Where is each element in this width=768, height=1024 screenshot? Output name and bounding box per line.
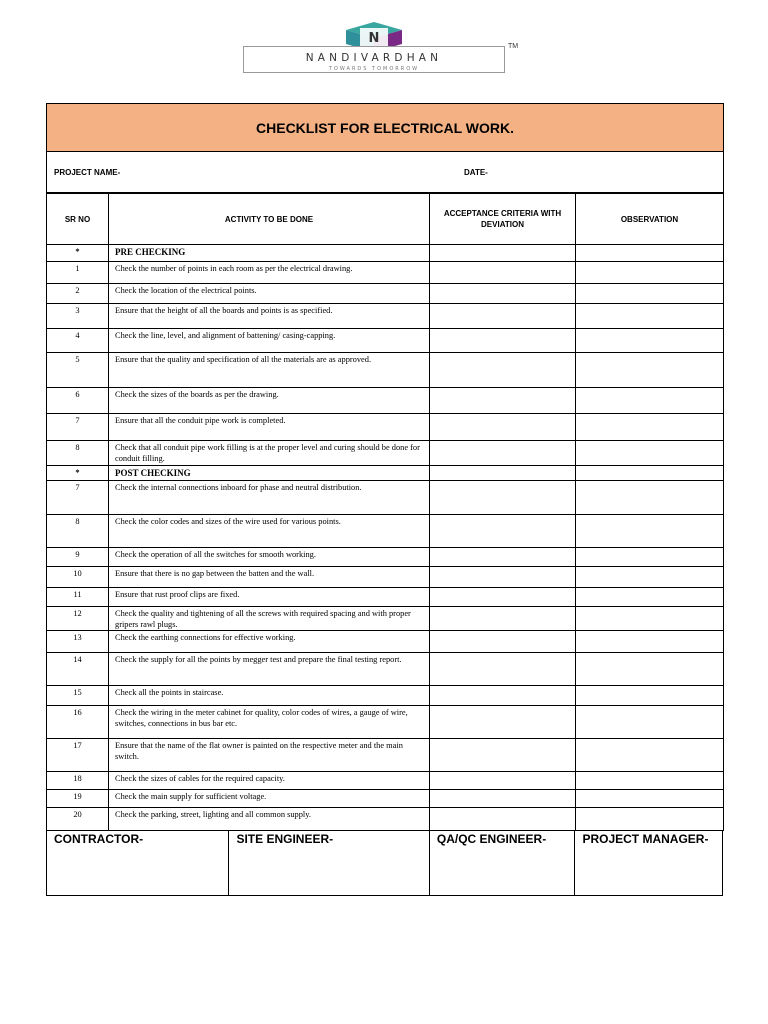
acceptance-cell[interactable] bbox=[430, 414, 576, 441]
company-logo bbox=[243, 22, 505, 74]
site-engineer-signature: SITE ENGINEER- bbox=[229, 831, 429, 895]
observation-cell[interactable] bbox=[576, 466, 724, 481]
table-row bbox=[47, 388, 724, 414]
acceptance-cell[interactable] bbox=[430, 686, 576, 706]
acceptance-cell[interactable] bbox=[430, 441, 576, 466]
section-row bbox=[47, 245, 724, 262]
signature-block bbox=[46, 830, 723, 896]
activity-cell: Check the wiring in the meter cabinet for quality, color codes of wires, a gauge of wire, switches, connections in bus bar etc. bbox=[109, 706, 430, 739]
activity-cell: Ensure that there is no gap between the batten and the wall. bbox=[109, 567, 430, 588]
activity-cell: Check the main supply for sufficient voltage. bbox=[109, 790, 430, 808]
observation-cell[interactable] bbox=[576, 304, 724, 329]
acceptance-cell[interactable] bbox=[430, 790, 576, 808]
table-row bbox=[47, 304, 724, 329]
table-row bbox=[47, 607, 724, 631]
activity-cell: Check the parking, street, lighting and all common supply. bbox=[109, 808, 430, 831]
table-row bbox=[47, 772, 724, 790]
sr-no-cell: 3 bbox=[47, 304, 109, 329]
activity-cell: Check that all conduit pipe work filling is at the proper level and curing should be done for conduit filling. bbox=[109, 441, 430, 466]
activity-cell: Check the sizes of the boards as per the drawing. bbox=[109, 388, 430, 414]
table-row bbox=[47, 548, 724, 567]
acceptance-cell[interactable] bbox=[430, 329, 576, 353]
activity-cell: Check all the points in staircase. bbox=[109, 686, 430, 706]
checklist-table bbox=[46, 193, 724, 831]
table-row bbox=[47, 353, 724, 388]
acceptance-cell[interactable] bbox=[430, 808, 576, 831]
section-row bbox=[47, 466, 724, 481]
sr-no-cell: 18 bbox=[47, 772, 109, 790]
title-block bbox=[46, 103, 724, 193]
logo-name: NANDIVARDHAN bbox=[305, 52, 443, 64]
header-sr-no: SR NO bbox=[47, 194, 109, 245]
sr-no-cell: 4 bbox=[47, 329, 109, 353]
observation-cell[interactable] bbox=[576, 790, 724, 808]
sr-no-cell: 17 bbox=[47, 739, 109, 772]
acceptance-cell[interactable] bbox=[430, 607, 576, 631]
table-row bbox=[47, 284, 724, 304]
activity-cell: Check the supply for all the points by megger test and prepare the final testing report. bbox=[109, 653, 430, 686]
observation-cell[interactable] bbox=[576, 353, 724, 388]
table-row bbox=[47, 515, 724, 548]
observation-cell[interactable] bbox=[576, 388, 724, 414]
sr-no-cell: 8 bbox=[47, 515, 109, 548]
observation-cell[interactable] bbox=[576, 739, 724, 772]
activity-cell: Check the earthing connections for effective working. bbox=[109, 631, 430, 653]
qa-qc-engineer-signature: QA/QC ENGINEER- bbox=[430, 831, 576, 895]
acceptance-cell[interactable] bbox=[430, 548, 576, 567]
table-row bbox=[47, 567, 724, 588]
activity-cell: Check the operation of all the switches for smooth working. bbox=[109, 548, 430, 567]
sr-no-cell: 11 bbox=[47, 588, 109, 607]
observation-cell[interactable] bbox=[576, 588, 724, 607]
observation-cell[interactable] bbox=[576, 706, 724, 739]
observation-cell[interactable] bbox=[576, 284, 724, 304]
sr-no-cell: 14 bbox=[47, 653, 109, 686]
observation-cell[interactable] bbox=[576, 653, 724, 686]
acceptance-cell[interactable] bbox=[430, 515, 576, 548]
observation-cell[interactable] bbox=[576, 481, 724, 515]
sr-no-cell: 6 bbox=[47, 388, 109, 414]
sr-no-cell: 1 bbox=[47, 262, 109, 284]
activity-cell: Ensure that the height of all the boards and points is as specified. bbox=[109, 304, 430, 329]
activity-cell: Check the line, level, and alignment of battening/ casing-capping. bbox=[109, 329, 430, 353]
acceptance-cell[interactable] bbox=[430, 304, 576, 329]
observation-cell[interactable] bbox=[576, 441, 724, 466]
table-row bbox=[47, 414, 724, 441]
table-row bbox=[47, 706, 724, 739]
sr-no-cell: 8 bbox=[47, 441, 109, 466]
page-title: CHECKLIST FOR ELECTRICAL WORK. bbox=[256, 120, 514, 136]
acceptance-cell[interactable] bbox=[430, 245, 576, 262]
sr-no-cell: 15 bbox=[47, 686, 109, 706]
acceptance-cell[interactable] bbox=[430, 631, 576, 653]
svg-text:N: N bbox=[368, 31, 380, 46]
table-row bbox=[47, 808, 724, 831]
table-row bbox=[47, 481, 724, 515]
sr-no-cell: 2 bbox=[47, 284, 109, 304]
date-label: DATE- bbox=[464, 168, 488, 177]
activity-cell: Check the sizes of cables for the required capacity. bbox=[109, 772, 430, 790]
activity-cell: Ensure that all the conduit pipe work is completed. bbox=[109, 414, 430, 441]
project-manager-signature: PROJECT MANAGER- bbox=[582, 832, 709, 846]
sr-no-cell: * bbox=[47, 245, 109, 262]
acceptance-cell[interactable] bbox=[430, 481, 576, 515]
observation-cell[interactable] bbox=[576, 607, 724, 631]
observation-cell[interactable] bbox=[576, 414, 724, 441]
header-acceptance-criteria: ACCEPTANCE CRITERIA WITH DEVIATION bbox=[430, 194, 576, 245]
observation-cell[interactable] bbox=[576, 548, 724, 567]
observation-cell[interactable] bbox=[576, 515, 724, 548]
sr-no-cell: 19 bbox=[47, 790, 109, 808]
table-row bbox=[47, 739, 724, 772]
activity-cell: Check the color codes and sizes of the wire used for various points. bbox=[109, 515, 430, 548]
sr-no-cell: 7 bbox=[47, 481, 109, 515]
acceptance-cell[interactable] bbox=[430, 466, 576, 481]
acceptance-cell[interactable] bbox=[430, 284, 576, 304]
sr-no-cell: 5 bbox=[47, 353, 109, 388]
header-activity: ACTIVITY TO BE DONE bbox=[109, 194, 430, 245]
acceptance-cell[interactable] bbox=[430, 567, 576, 588]
table-row bbox=[47, 588, 724, 607]
observation-cell[interactable] bbox=[576, 808, 724, 831]
observation-cell[interactable] bbox=[576, 686, 724, 706]
observation-cell[interactable] bbox=[576, 631, 724, 653]
sr-no-cell: 7 bbox=[47, 414, 109, 441]
activity-cell: Ensure that rust proof clips are fixed. bbox=[109, 588, 430, 607]
activity-cell: Ensure that the name of the flat owner is painted on the respective meter and the main switch. bbox=[109, 739, 430, 772]
sr-no-cell: 16 bbox=[47, 706, 109, 739]
table-row bbox=[47, 441, 724, 466]
activity-cell: Check the internal connections inboard for phase and neutral distribution. bbox=[109, 481, 430, 515]
header-observation: OBSERVATION bbox=[576, 194, 724, 245]
acceptance-cell[interactable] bbox=[430, 388, 576, 414]
acceptance-cell[interactable] bbox=[430, 588, 576, 607]
sr-no-cell: 20 bbox=[47, 808, 109, 831]
table-row bbox=[47, 329, 724, 353]
table-row bbox=[47, 631, 724, 653]
activity-cell: Ensure that the quality and specification of all the materials are as approved. bbox=[109, 353, 430, 388]
project-name-label: PROJECT NAME- bbox=[54, 168, 121, 177]
observation-cell[interactable] bbox=[576, 772, 724, 790]
sr-no-cell: 12 bbox=[47, 607, 109, 631]
table-row bbox=[47, 653, 724, 686]
acceptance-cell[interactable] bbox=[430, 739, 576, 772]
contractor-signature: CONTRACTOR- bbox=[47, 831, 229, 895]
table-row bbox=[47, 790, 724, 808]
activity-cell: Check the number of points in each room as per the electrical drawing. bbox=[109, 262, 430, 284]
activity-cell: POST CHECKING bbox=[109, 466, 430, 481]
observation-cell[interactable] bbox=[576, 245, 724, 262]
acceptance-cell[interactable] bbox=[430, 772, 576, 790]
title-band bbox=[47, 104, 723, 152]
table-row bbox=[47, 686, 724, 706]
acceptance-cell[interactable] bbox=[430, 653, 576, 686]
sr-no-cell: 13 bbox=[47, 631, 109, 653]
activity-cell: Check the quality and tightening of all the screws with required spacing and with proper gripers rawl plugs. bbox=[109, 607, 430, 631]
table-row bbox=[47, 262, 724, 284]
activity-cell: Check the location of the electrical points. bbox=[109, 284, 430, 304]
acceptance-cell[interactable] bbox=[430, 262, 576, 284]
observation-cell[interactable] bbox=[576, 262, 724, 284]
acceptance-cell[interactable] bbox=[430, 353, 576, 388]
sr-no-cell: * bbox=[47, 466, 109, 481]
sr-no-cell: 10 bbox=[47, 567, 109, 588]
observation-cell[interactable] bbox=[576, 329, 724, 353]
activity-cell: PRE CHECKING bbox=[109, 245, 430, 262]
table-header-row bbox=[47, 194, 724, 245]
trademark-mark: TM bbox=[508, 43, 519, 50]
sr-no-cell: 9 bbox=[47, 548, 109, 567]
acceptance-cell[interactable] bbox=[430, 706, 576, 739]
checklist-body bbox=[47, 245, 724, 831]
logo-tagline: TOWARDS TOMORROW bbox=[328, 66, 420, 72]
observation-cell[interactable] bbox=[576, 567, 724, 588]
